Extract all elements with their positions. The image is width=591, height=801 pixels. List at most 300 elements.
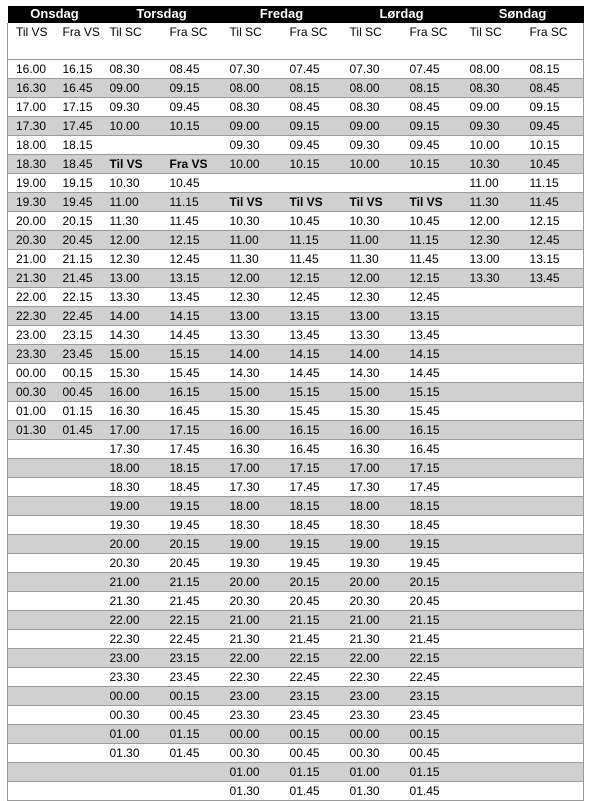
time-cell: 20.45 xyxy=(162,554,222,573)
time-cell: 18.30 xyxy=(8,155,55,174)
time-cell: Til VS xyxy=(342,193,402,212)
time-cell: 14.30 xyxy=(102,326,162,345)
time-cell: 12.45 xyxy=(162,250,222,269)
time-cell: 10.15 xyxy=(282,155,342,174)
time-cell xyxy=(522,668,584,687)
time-cell xyxy=(55,706,102,725)
time-cell xyxy=(462,706,522,725)
time-cell: 00.45 xyxy=(55,383,102,402)
time-cell: 13.30 xyxy=(342,326,402,345)
time-cell: 00.15 xyxy=(162,687,222,706)
time-cell: 21.15 xyxy=(402,611,462,630)
time-cell: 00.00 xyxy=(8,364,55,383)
time-cell: 01.45 xyxy=(402,782,462,801)
time-cell: 16.15 xyxy=(162,383,222,402)
time-cell: 01.00 xyxy=(342,763,402,782)
time-cell: 17.30 xyxy=(342,478,402,497)
time-cell: 16.45 xyxy=(55,79,102,98)
col-header-til-vs: Til VS xyxy=(8,23,55,60)
time-cell: 21.00 xyxy=(102,573,162,592)
column-header-row xyxy=(8,23,584,60)
time-cell: 10.00 xyxy=(102,117,162,136)
time-cell xyxy=(55,497,102,516)
time-cell xyxy=(462,535,522,554)
time-cell: 01.45 xyxy=(162,744,222,763)
time-cell: 11.45 xyxy=(522,193,584,212)
time-cell: 01.30 xyxy=(102,744,162,763)
time-cell: 13.00 xyxy=(342,307,402,326)
time-cell: 13.00 xyxy=(102,269,162,288)
time-cell: 15.15 xyxy=(162,345,222,364)
time-cell xyxy=(8,668,55,687)
table-row xyxy=(8,649,584,668)
time-cell xyxy=(8,440,55,459)
time-cell xyxy=(522,763,584,782)
time-cell: 23.00 xyxy=(8,326,55,345)
time-cell: 18.15 xyxy=(282,497,342,516)
time-cell xyxy=(462,497,522,516)
time-cell: 09.00 xyxy=(102,79,162,98)
time-cell: 12.30 xyxy=(102,250,162,269)
time-cell: 15.30 xyxy=(102,364,162,383)
time-cell: 22.00 xyxy=(342,649,402,668)
table-row xyxy=(8,573,584,592)
time-cell xyxy=(102,763,162,782)
time-cell xyxy=(55,535,102,554)
time-cell: 11.00 xyxy=(102,193,162,212)
time-cell: 01.15 xyxy=(282,763,342,782)
time-cell: 10.15 xyxy=(162,117,222,136)
time-cell xyxy=(462,744,522,763)
time-cell: 22.45 xyxy=(55,307,102,326)
time-cell: 01.00 xyxy=(222,763,282,782)
time-cell: 21.15 xyxy=(55,250,102,269)
col-header-til-sc: Til SC xyxy=(102,23,162,60)
time-cell: 10.30 xyxy=(102,174,162,193)
time-cell: 20.15 xyxy=(282,573,342,592)
table-row xyxy=(8,117,584,136)
time-cell: 13.15 xyxy=(402,307,462,326)
time-cell: 17.30 xyxy=(102,440,162,459)
time-cell: 20.30 xyxy=(342,592,402,611)
time-cell xyxy=(162,136,222,155)
time-cell: 15.45 xyxy=(402,402,462,421)
time-cell xyxy=(8,782,55,801)
time-cell: 18.45 xyxy=(282,516,342,535)
time-cell: 19.00 xyxy=(222,535,282,554)
time-cell: 15.00 xyxy=(342,383,402,402)
time-cell xyxy=(462,592,522,611)
table-row xyxy=(8,516,584,535)
time-cell: 22.00 xyxy=(222,649,282,668)
time-cell xyxy=(8,630,55,649)
time-cell: 11.45 xyxy=(402,250,462,269)
table-row xyxy=(8,364,584,383)
time-cell: 23.15 xyxy=(402,687,462,706)
time-cell xyxy=(55,611,102,630)
time-cell xyxy=(462,307,522,326)
table-row xyxy=(8,421,584,440)
time-cell: 01.45 xyxy=(55,421,102,440)
time-cell: 08.00 xyxy=(222,79,282,98)
time-cell xyxy=(8,592,55,611)
time-cell: 09.45 xyxy=(282,136,342,155)
day-header-lordag: Lørdag xyxy=(342,6,462,23)
table-row xyxy=(8,155,584,174)
time-cell: 17.15 xyxy=(402,459,462,478)
time-cell: 19.45 xyxy=(402,554,462,573)
time-cell: 22.45 xyxy=(162,630,222,649)
time-cell: 10.00 xyxy=(342,155,402,174)
time-cell: 19.45 xyxy=(162,516,222,535)
time-cell: 13.15 xyxy=(522,250,584,269)
time-cell: 08.00 xyxy=(342,79,402,98)
time-cell xyxy=(522,440,584,459)
time-cell: 13.30 xyxy=(222,326,282,345)
time-cell: 20.30 xyxy=(102,554,162,573)
time-cell: 20.45 xyxy=(282,592,342,611)
time-cell: 12.15 xyxy=(282,269,342,288)
time-cell: 16.30 xyxy=(8,79,55,98)
time-cell xyxy=(8,516,55,535)
time-cell xyxy=(462,345,522,364)
time-cell xyxy=(462,763,522,782)
time-cell: 18.30 xyxy=(342,516,402,535)
time-cell: 16.45 xyxy=(162,402,222,421)
time-cell: 09.45 xyxy=(522,117,584,136)
time-cell: 21.30 xyxy=(102,592,162,611)
table-row xyxy=(8,288,584,307)
time-cell: 20.00 xyxy=(102,535,162,554)
time-cell xyxy=(8,649,55,668)
time-cell: 12.00 xyxy=(342,269,402,288)
time-cell: 01.30 xyxy=(222,782,282,801)
time-cell: 11.15 xyxy=(162,193,222,212)
time-cell: 23.45 xyxy=(162,668,222,687)
time-cell: 18.30 xyxy=(102,478,162,497)
time-cell: 23.30 xyxy=(102,668,162,687)
time-cell: 22.30 xyxy=(102,630,162,649)
time-cell xyxy=(522,706,584,725)
time-cell: 17.45 xyxy=(282,478,342,497)
time-cell: 20.45 xyxy=(402,592,462,611)
time-cell xyxy=(8,554,55,573)
time-cell: 01.15 xyxy=(55,402,102,421)
time-cell: 09.15 xyxy=(162,79,222,98)
time-cell: 01.00 xyxy=(8,402,55,421)
time-cell: 20.30 xyxy=(222,592,282,611)
day-header-row xyxy=(8,6,584,23)
time-cell: 11.00 xyxy=(462,174,522,193)
time-cell: 19.00 xyxy=(102,497,162,516)
time-cell xyxy=(522,592,584,611)
time-cell xyxy=(522,459,584,478)
time-cell xyxy=(462,573,522,592)
time-cell: 19.00 xyxy=(342,535,402,554)
time-cell: 09.30 xyxy=(222,136,282,155)
time-cell: 19.15 xyxy=(162,497,222,516)
time-cell: 12.30 xyxy=(342,288,402,307)
table-row xyxy=(8,79,584,98)
time-cell: 00.45 xyxy=(282,744,342,763)
time-cell xyxy=(55,459,102,478)
time-cell: 10.45 xyxy=(282,212,342,231)
time-cell: 12.15 xyxy=(522,212,584,231)
time-cell: 11.15 xyxy=(402,231,462,250)
time-cell: 12.00 xyxy=(102,231,162,250)
time-cell: 10.15 xyxy=(522,136,584,155)
time-cell xyxy=(462,478,522,497)
time-cell: 10.00 xyxy=(462,136,522,155)
time-cell: 18.15 xyxy=(162,459,222,478)
table-row xyxy=(8,611,584,630)
time-cell: 14.30 xyxy=(222,364,282,383)
table-row xyxy=(8,592,584,611)
time-cell xyxy=(55,554,102,573)
time-cell: 21.00 xyxy=(222,611,282,630)
time-cell xyxy=(522,744,584,763)
time-cell xyxy=(462,402,522,421)
time-cell xyxy=(55,592,102,611)
time-cell: 00.00 xyxy=(342,725,402,744)
time-cell xyxy=(55,440,102,459)
time-cell: 19.30 xyxy=(8,193,55,212)
time-cell: 12.15 xyxy=(162,231,222,250)
time-cell: 09.00 xyxy=(462,98,522,117)
time-cell xyxy=(462,440,522,459)
time-cell xyxy=(55,649,102,668)
time-cell: 17.00 xyxy=(222,459,282,478)
col-header-til-sc: Til SC xyxy=(342,23,402,60)
time-cell: 19.45 xyxy=(55,193,102,212)
time-cell: 23.00 xyxy=(222,687,282,706)
time-cell: 21.00 xyxy=(8,250,55,269)
time-cell: 08.00 xyxy=(462,60,522,79)
time-cell: Til VS xyxy=(402,193,462,212)
table-row xyxy=(8,440,584,459)
table-row xyxy=(8,231,584,250)
time-cell: 12.00 xyxy=(462,212,522,231)
time-cell: 21.15 xyxy=(282,611,342,630)
time-cell xyxy=(8,573,55,592)
time-cell xyxy=(55,516,102,535)
time-cell xyxy=(522,364,584,383)
time-cell: 18.00 xyxy=(222,497,282,516)
time-cell: 22.15 xyxy=(55,288,102,307)
time-cell: 21.30 xyxy=(342,630,402,649)
time-cell xyxy=(522,402,584,421)
time-cell xyxy=(462,630,522,649)
time-cell xyxy=(402,174,462,193)
time-cell: 14.15 xyxy=(162,307,222,326)
time-cell: 21.30 xyxy=(222,630,282,649)
time-cell: 08.30 xyxy=(342,98,402,117)
time-cell: 00.30 xyxy=(102,706,162,725)
table-row xyxy=(8,668,584,687)
time-cell: 19.30 xyxy=(102,516,162,535)
time-cell: 16.30 xyxy=(102,402,162,421)
time-cell: 22.45 xyxy=(282,668,342,687)
time-cell: 16.00 xyxy=(222,421,282,440)
time-cell: 00.30 xyxy=(222,744,282,763)
time-cell: 11.45 xyxy=(282,250,342,269)
time-cell xyxy=(522,573,584,592)
time-cell: 08.45 xyxy=(282,98,342,117)
time-cell xyxy=(462,383,522,402)
time-cell: 10.45 xyxy=(402,212,462,231)
time-cell xyxy=(522,421,584,440)
time-cell xyxy=(522,554,584,573)
time-cell xyxy=(522,611,584,630)
table-row xyxy=(8,98,584,117)
time-cell xyxy=(522,307,584,326)
time-cell xyxy=(8,687,55,706)
table-row xyxy=(8,326,584,345)
time-cell: 17.30 xyxy=(8,117,55,136)
time-cell: 09.15 xyxy=(282,117,342,136)
time-cell: 15.15 xyxy=(402,383,462,402)
time-cell: 17.15 xyxy=(55,98,102,117)
time-cell: 20.00 xyxy=(222,573,282,592)
time-cell xyxy=(8,725,55,744)
table-row xyxy=(8,744,584,763)
table-row xyxy=(8,478,584,497)
table-row xyxy=(8,345,584,364)
time-cell: 16.30 xyxy=(342,440,402,459)
time-cell: 13.45 xyxy=(162,288,222,307)
time-cell xyxy=(55,782,102,801)
time-cell xyxy=(8,535,55,554)
time-cell: 16.30 xyxy=(222,440,282,459)
time-cell: 22.15 xyxy=(282,649,342,668)
time-cell: 16.45 xyxy=(282,440,342,459)
time-cell: 11.30 xyxy=(342,250,402,269)
time-cell: 23.15 xyxy=(55,326,102,345)
time-cell: 21.15 xyxy=(162,573,222,592)
time-cell: 00.30 xyxy=(8,383,55,402)
time-cell xyxy=(55,725,102,744)
time-cell: 20.45 xyxy=(55,231,102,250)
time-cell: 18.15 xyxy=(55,136,102,155)
time-cell: 10.45 xyxy=(522,155,584,174)
time-cell xyxy=(55,478,102,497)
time-cell: 20.00 xyxy=(8,212,55,231)
day-header-torsdag: Torsdag xyxy=(102,6,222,23)
time-cell: 09.15 xyxy=(402,117,462,136)
time-cell: 15.30 xyxy=(342,402,402,421)
table-row xyxy=(8,497,584,516)
time-cell: 08.45 xyxy=(402,98,462,117)
time-cell: 23.45 xyxy=(402,706,462,725)
time-cell: 22.00 xyxy=(8,288,55,307)
col-header-til-sc: Til SC xyxy=(222,23,282,60)
time-cell: 09.00 xyxy=(342,117,402,136)
day-header-sondag: Søndag xyxy=(462,6,584,23)
time-cell: 00.00 xyxy=(222,725,282,744)
time-cell: 22.30 xyxy=(342,668,402,687)
time-cell: 13.45 xyxy=(402,326,462,345)
time-cell: 08.30 xyxy=(462,79,522,98)
time-cell: 15.30 xyxy=(222,402,282,421)
time-cell: 15.45 xyxy=(282,402,342,421)
time-cell: 00.15 xyxy=(55,364,102,383)
time-cell: 01.45 xyxy=(282,782,342,801)
col-header-fra-sc: Fra SC xyxy=(522,23,584,60)
time-cell: 17.00 xyxy=(102,421,162,440)
time-cell: 14.15 xyxy=(282,345,342,364)
time-cell: 13.30 xyxy=(102,288,162,307)
time-cell: 17.00 xyxy=(8,98,55,117)
time-cell xyxy=(462,516,522,535)
time-cell: 12.30 xyxy=(222,288,282,307)
time-cell: 21.45 xyxy=(402,630,462,649)
day-header-fredag: Fredag xyxy=(222,6,342,23)
time-cell: 18.45 xyxy=(55,155,102,174)
time-cell: 15.00 xyxy=(102,345,162,364)
time-cell xyxy=(522,497,584,516)
time-cell: 11.00 xyxy=(342,231,402,250)
time-cell: 14.00 xyxy=(222,345,282,364)
time-cell: 18.00 xyxy=(8,136,55,155)
time-cell xyxy=(462,649,522,668)
time-cell: 11.30 xyxy=(102,212,162,231)
time-cell xyxy=(522,516,584,535)
time-cell: 20.15 xyxy=(162,535,222,554)
time-cell: 14.00 xyxy=(102,307,162,326)
time-cell: 11.30 xyxy=(222,250,282,269)
time-cell: 19.15 xyxy=(402,535,462,554)
col-header-fra-sc: Fra SC xyxy=(282,23,342,60)
time-cell: 09.45 xyxy=(402,136,462,155)
time-cell: 14.15 xyxy=(402,345,462,364)
time-cell: 19.15 xyxy=(55,174,102,193)
time-cell xyxy=(55,763,102,782)
time-cell: 23.00 xyxy=(342,687,402,706)
time-cell xyxy=(8,744,55,763)
time-cell: 22.00 xyxy=(102,611,162,630)
time-cell xyxy=(522,725,584,744)
table-row xyxy=(8,554,584,573)
time-cell xyxy=(462,687,522,706)
time-cell: 08.15 xyxy=(402,79,462,98)
time-cell: 20.00 xyxy=(342,573,402,592)
time-cell: 23.15 xyxy=(282,687,342,706)
time-cell: 00.15 xyxy=(402,725,462,744)
time-cell: 22.15 xyxy=(402,649,462,668)
time-cell: 15.15 xyxy=(282,383,342,402)
time-cell: 13.15 xyxy=(282,307,342,326)
time-cell: 12.00 xyxy=(222,269,282,288)
time-cell: 11.45 xyxy=(162,212,222,231)
time-cell: Til VS xyxy=(282,193,342,212)
time-cell: 23.45 xyxy=(55,345,102,364)
time-cell: 23.30 xyxy=(222,706,282,725)
time-cell xyxy=(522,345,584,364)
time-cell: 18.15 xyxy=(402,497,462,516)
time-cell xyxy=(55,744,102,763)
time-cell: 20.15 xyxy=(55,212,102,231)
time-cell: 11.30 xyxy=(462,193,522,212)
time-cell: 23.15 xyxy=(162,649,222,668)
time-cell: 16.15 xyxy=(402,421,462,440)
table-row xyxy=(8,725,584,744)
time-cell: 17.45 xyxy=(55,117,102,136)
time-cell: 12.45 xyxy=(282,288,342,307)
time-cell xyxy=(522,535,584,554)
table-row xyxy=(8,763,584,782)
table-row xyxy=(8,174,584,193)
time-cell: 11.15 xyxy=(282,231,342,250)
